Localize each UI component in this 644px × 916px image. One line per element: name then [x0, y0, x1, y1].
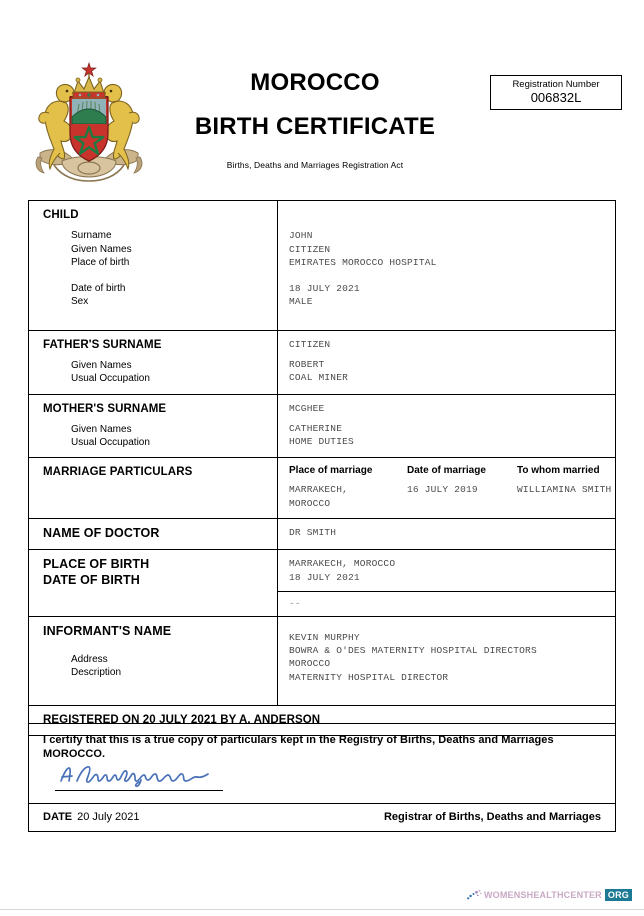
- birth-date-value: 18 JULY 2021: [289, 571, 360, 583]
- doctor-section-title: NAME OF DOCTOR: [43, 525, 160, 540]
- certification-text-line1: I certify that this is a true copy of particulars kept in the Registry of Births, Deaths and Marriages: [43, 734, 554, 746]
- doctor-label-cell: [29, 519, 278, 550]
- signature-area: [43, 765, 601, 799]
- registration-number-label: Registration Number: [512, 79, 600, 90]
- marriage-to-whom-value: WILLIAMINA SMITH: [517, 484, 612, 496]
- sparkle-dots-icon: [467, 889, 483, 901]
- marriage-place-header: Place of marriage: [289, 465, 373, 477]
- site-watermark: [467, 888, 632, 902]
- certification-block: [28, 723, 616, 832]
- place-date-birth-label-cell: [29, 550, 278, 616]
- place-date-birth-value-cell: [278, 550, 615, 616]
- registrar-title: Registrar of Births, Deaths and Marriages: [383, 811, 601, 823]
- father-surname-value: CITIZEN: [289, 338, 331, 350]
- date-value: 20 July 2021: [77, 811, 140, 823]
- father-given-names-value: ROBERT: [289, 359, 325, 370]
- table-row-informant: [29, 617, 615, 706]
- certificate-details-table: [28, 200, 616, 736]
- marriage-place-value-line2: MOROCCO: [289, 497, 331, 509]
- certificate-header: [0, 52, 644, 182]
- mother-surname-value: MCGHEE: [289, 402, 325, 414]
- certification-date: [43, 811, 140, 823]
- child-surname-label: Surname: [71, 230, 112, 242]
- table-row-marriage: [29, 458, 615, 518]
- informant-address-line1-value: BOWRA & O'DES MATERNITY HOSPITAL DIRECTORS: [289, 645, 537, 657]
- mother-section-title: MOTHER'S SURNAME: [43, 402, 167, 415]
- place-date-birth-primary: [278, 550, 615, 591]
- child-place-of-birth-value: EMIRATES MOROCCO HOSPITAL: [289, 256, 437, 268]
- child-sex-label: Sex: [71, 296, 89, 308]
- registration-act-subtitle: Births, Deaths and Marriages Registration Act: [226, 159, 404, 170]
- place-date-birth-extra: [278, 592, 615, 616]
- informant-description-label: Description: [71, 667, 122, 679]
- child-section-title: CHILD: [43, 209, 79, 221]
- page-title: BIRTH CERTIFICATE: [194, 113, 436, 141]
- mother-occupation-label: Usual Occupation: [71, 437, 150, 449]
- child-date-of-birth-value: 18 JULY 2021: [289, 283, 360, 295]
- document-country: MOROCCO: [250, 69, 380, 96]
- informant-labels-cell: [29, 617, 278, 705]
- mother-given-names-label: Given Names: [71, 423, 132, 435]
- mother-labels-cell: [29, 395, 278, 458]
- signature-line: [55, 790, 223, 791]
- informant-name-value: KEVIN MURPHY: [289, 632, 360, 643]
- registration-number-box: [490, 75, 622, 110]
- marriage-date-header: Date of marriage: [407, 465, 486, 477]
- morocco-coat-of-arms-icon: [30, 57, 148, 182]
- certification-footer: [29, 803, 615, 831]
- informant-description-value: MATERNITY HOSPITAL DIRECTOR: [289, 671, 449, 683]
- doctor-value-cell: [278, 519, 615, 550]
- footer-divider: [0, 909, 644, 910]
- marriage-to-whom-header: To whom married: [517, 465, 600, 477]
- informant-section-title: INFORMANT'S NAME: [43, 624, 172, 638]
- marriage-value-row: [289, 483, 615, 509]
- father-given-names-label: Given Names: [71, 360, 132, 372]
- marriage-place-value-line1: MARRAKECH,: [289, 484, 349, 496]
- date-of-birth-title: DATE OF BIRTH: [43, 573, 140, 588]
- place-of-birth-title: PLACE OF BIRTH: [43, 557, 150, 572]
- title-block: [150, 52, 480, 170]
- child-place-of-birth-label: Place of birth: [71, 256, 130, 268]
- table-row-doctor: [29, 519, 615, 551]
- registered-statement: REGISTERED ON 20 JULY 2021 BY A. ANDERSON: [43, 714, 321, 727]
- marriage-label-cell: [29, 458, 278, 517]
- father-section-title: FATHER'S SURNAME: [43, 338, 162, 351]
- mother-values-cell: [278, 395, 615, 458]
- certification-text-line2: MOROCCO.: [43, 748, 106, 760]
- child-date-of-birth-label: Date of birth: [71, 283, 126, 295]
- mother-occupation-value: HOME DUTIES: [289, 435, 354, 447]
- registrar-signature-icon: [55, 763, 225, 789]
- father-occupation-value: COAL MINER: [289, 372, 349, 384]
- table-row-mother: [29, 395, 615, 459]
- informant-address-label: Address: [71, 653, 108, 665]
- child-sex-value: MALE: [289, 296, 313, 308]
- father-labels-cell: [29, 331, 278, 394]
- marriage-date-value: 16 JULY 2019: [407, 484, 478, 496]
- marriage-column-headers: [289, 465, 615, 476]
- table-row-child: [29, 201, 615, 331]
- table-row-father: [29, 331, 615, 395]
- father-occupation-label: Usual Occupation: [71, 373, 150, 385]
- child-labels-cell: [29, 201, 278, 330]
- informant-values-cell: [278, 617, 615, 705]
- child-values-cell: [278, 201, 615, 330]
- table-row-place-date-of-birth: [29, 550, 615, 617]
- child-given-names-value: CITIZEN: [289, 243, 331, 255]
- informant-address-line2-value: MOROCCO: [289, 658, 331, 670]
- marriage-section-title: MARRIAGE PARTICULARS: [43, 466, 193, 479]
- doctor-name-value: DR SMITH: [289, 526, 337, 538]
- registration-number-value: 006832L: [530, 90, 582, 106]
- date-label: DATE: [43, 811, 73, 823]
- mother-given-names-value: CATHERINE: [289, 422, 343, 434]
- watermark-text: WOMENSHEALTHCENTER: [483, 890, 602, 900]
- certification-body: [29, 724, 615, 803]
- birth-place-value: MARRAKECH, MOROCCO: [289, 558, 396, 570]
- watermark-badge: ORG: [605, 889, 632, 901]
- marriage-values-cell: [278, 458, 615, 517]
- birth-extra-value: --: [289, 597, 301, 609]
- child-surname-value: JOHN: [289, 230, 313, 242]
- father-values-cell: [278, 331, 615, 394]
- child-given-names-label: Given Names: [71, 243, 132, 255]
